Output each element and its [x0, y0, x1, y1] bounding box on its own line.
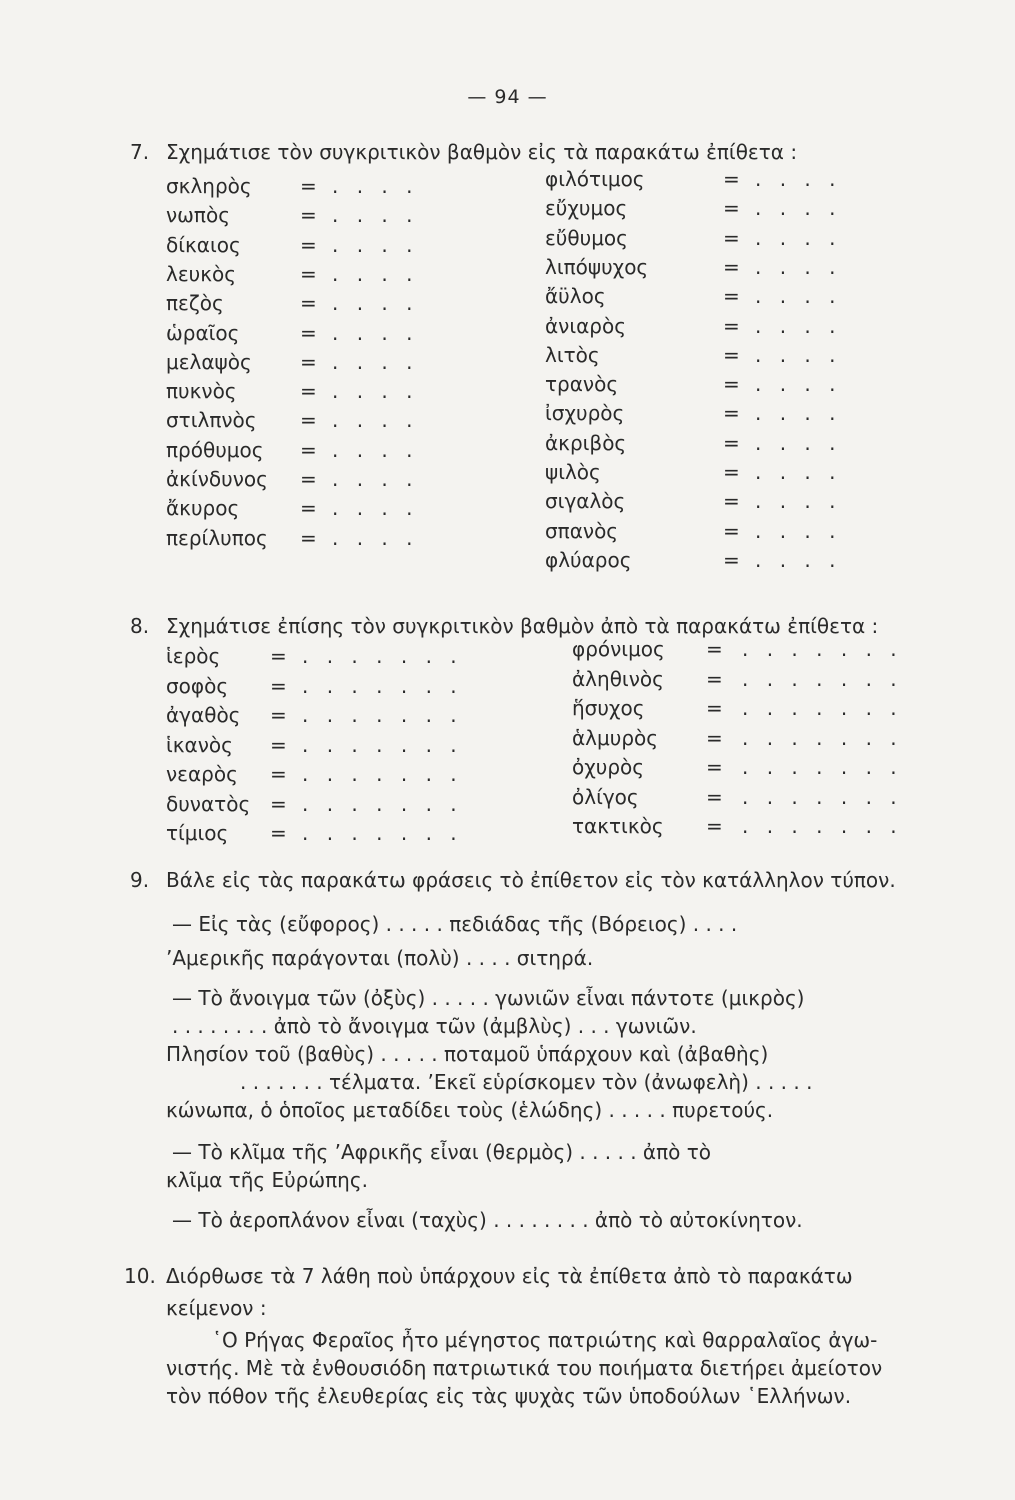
- ex8-left-adjective: ἱερὸς: [166, 644, 221, 668]
- ex8-left-adjective: δυνατὸς: [166, 791, 251, 816]
- ex8-left-equals-sign: =: [270, 791, 287, 816]
- ex7-right-equals-sign: =: [723, 313, 740, 338]
- ex7-left-equals-sign: =: [300, 437, 317, 462]
- ex8-left-adjective: ἀγαθὸς: [166, 703, 241, 727]
- ex7-right-equals-sign: =: [723, 196, 740, 221]
- ex7-right-equals-sign: =: [723, 489, 740, 514]
- ex8-left-blank-dots[interactable]: . . . . . . .: [302, 644, 463, 668]
- ex7-right-blank-dots[interactable]: . . . .: [755, 225, 842, 250]
- ex7-left-adjective: δίκαιος: [166, 232, 241, 257]
- ex7-right-blank-dots[interactable]: . . . .: [755, 196, 842, 221]
- ex7-right-adjective: ἀκριβὸς: [545, 430, 627, 455]
- ex7-left-row: [166, 436, 496, 464]
- ex7-left-equals-sign: =: [300, 349, 317, 374]
- ex8-left-equals-sign: =: [270, 732, 287, 757]
- exercise-9-number: 9.: [130, 868, 150, 892]
- exercise-9-line: — Τὸ ἄνοιγμα τῶν (ὀξὺς) . . . . . γωνιῶν εἶναι πάντοτε (μικρὸς): [172, 986, 805, 1010]
- ex8-right-blank-dots[interactable]: . . . . . . .: [742, 755, 903, 779]
- ex8-left-blank-dots[interactable]: . . . . . . .: [302, 821, 463, 845]
- ex8-left-row: [166, 731, 506, 759]
- ex7-left-row: [166, 260, 496, 288]
- ex7-right-equals-sign: =: [723, 225, 740, 250]
- ex8-left-equals-sign: =: [270, 821, 287, 845]
- ex8-left-row: [166, 642, 506, 670]
- ex7-right-adjective: φιλότιμος: [545, 167, 645, 191]
- ex7-right-blank-dots[interactable]: . . . .: [755, 401, 842, 426]
- ex8-right-row: [572, 812, 957, 840]
- ex8-left-adjective: ἱκανὸς: [166, 732, 233, 757]
- ex7-right-row: [545, 253, 955, 281]
- ex7-right-row: [545, 370, 955, 398]
- ex8-right-row: [572, 665, 957, 693]
- ex7-right-blank-dots[interactable]: . . . .: [755, 460, 842, 484]
- exercise-9-line: — Τὸ κλῖμα τῆς ’Αφρικῆς εἶναι (θερμὸς) . . . . . ἀπὸ τὸ: [172, 1140, 712, 1164]
- ex7-right-row: [545, 312, 955, 340]
- ex8-right-blank-dots[interactable]: . . . . . . .: [742, 725, 903, 750]
- ex7-left-blank-dots[interactable]: . . . .: [332, 291, 419, 316]
- ex7-left-blank-dots[interactable]: . . . .: [332, 379, 419, 404]
- ex7-right-adjective: σιγαλὸς: [545, 489, 626, 514]
- exercise-10-line: ῾Ο Ρήγας Φεραῖος ἦτο μέγηστος πατριώτης καὶ θαρραλαῖος ἀγω-: [212, 1328, 878, 1352]
- ex8-left-blank-dots[interactable]: . . . . . . .: [302, 703, 463, 727]
- ex7-left-adjective: σκληρὸς: [166, 174, 252, 198]
- ex8-right-blank-dots[interactable]: . . . . . . .: [742, 696, 903, 720]
- ex7-left-equals-sign: =: [300, 525, 317, 550]
- ex7-left-adjective: περίλυπος: [166, 525, 268, 550]
- exercise-10-title: [124, 1264, 853, 1288]
- ex7-left-blank-dots[interactable]: . . . .: [332, 232, 419, 257]
- exercise-9-line: ’Αμερικῆς παράγονται (πολὺ) . . . . σιτηρά.: [166, 946, 594, 970]
- ex7-left-adjective: πυκνὸς: [166, 379, 237, 404]
- ex7-right-adjective: ψιλὸς: [545, 460, 601, 484]
- ex7-left-adjective: πεζὸς: [166, 291, 224, 316]
- ex8-left-adjective: τίμιος: [166, 821, 229, 845]
- exercise-9-line: κλῖμα τῆς Εὐρώπης.: [166, 1168, 368, 1192]
- ex8-left-equals-sign: =: [270, 762, 287, 786]
- ex7-left-blank-dots[interactable]: . . . .: [332, 437, 419, 462]
- ex7-right-adjective: λιπόψυχος: [545, 254, 649, 279]
- ex7-left-blank-dots[interactable]: . . . .: [332, 467, 419, 491]
- exercise-10-line: κείμενον :: [166, 1296, 267, 1320]
- ex8-right-blank-dots[interactable]: . . . . . . .: [742, 814, 903, 838]
- ex8-right-equals-sign: =: [706, 696, 723, 720]
- exercise-9-title: [130, 868, 896, 892]
- ex8-left-row: [166, 672, 506, 700]
- ex7-left-blank-dots[interactable]: . . . .: [332, 349, 419, 374]
- ex7-right-adjective: ἀνιαρὸς: [545, 313, 626, 338]
- ex8-left-row: [166, 760, 506, 788]
- ex7-left-equals-sign: =: [300, 203, 317, 228]
- ex7-right-adjective: εὔθυμος: [545, 225, 628, 250]
- ex7-right-row: [545, 399, 955, 427]
- ex8-right-row: [572, 724, 957, 752]
- ex7-left-adjective: μελαψὸς: [166, 349, 252, 374]
- ex7-right-adjective: ἄϋλος: [545, 284, 606, 309]
- ex8-right-row: [572, 783, 957, 811]
- ex8-right-row: [572, 635, 957, 663]
- ex7-right-adjective: τρανὸς: [545, 372, 619, 397]
- ex8-right-adjective: φρόνιμος: [572, 637, 665, 661]
- exercise-9-line: κώνωπα, ὁ ὁποῖος μεταδίδει τοὺς (ἑλώδης) . . . . . πυρετούς.: [166, 1098, 774, 1122]
- exercise-10-line: τὸν πόθον τῆς ἐλευθερίας εἰς τὰς ψυχὰς τῶν ὑποδούλων ῾Ελλήνων.: [166, 1384, 852, 1408]
- ex8-left-blank-dots[interactable]: . . . . . . .: [302, 673, 463, 698]
- ex8-right-adjective: ἁλμυρὸς: [572, 725, 658, 750]
- ex7-left-equals-sign: =: [300, 232, 317, 257]
- ex7-right-equals-sign: =: [723, 254, 740, 279]
- ex8-left-row: [166, 790, 506, 818]
- ex7-left-equals-sign: =: [300, 261, 317, 286]
- ex7-right-equals-sign: =: [723, 372, 740, 397]
- ex7-left-equals-sign: =: [300, 174, 317, 198]
- ex8-right-equals-sign: =: [706, 666, 723, 691]
- ex8-right-adjective: ὀλίγος: [572, 784, 639, 809]
- ex7-left-row: [166, 348, 496, 376]
- exercise-9-instruction: Βάλε εἰς τὰς παρακάτω φράσεις τὸ ἐπίθετον εἰς τὸν κατάλληλον τύπον.: [166, 868, 896, 892]
- ex7-left-adjective: νωπὸς: [166, 203, 230, 228]
- ex8-right-equals-sign: =: [706, 814, 723, 838]
- ex7-right-blank-dots[interactable]: . . . .: [755, 547, 842, 572]
- ex8-right-adjective: ὀχυρὸς: [572, 755, 645, 779]
- ex7-left-adjective: ἄκυρος: [166, 496, 240, 521]
- ex7-right-row: [545, 429, 955, 457]
- ex7-left-adjective: λευκὸς: [166, 261, 236, 286]
- ex7-right-blank-dots[interactable]: . . . .: [755, 430, 842, 455]
- ex7-left-blank-dots[interactable]: . . . .: [332, 320, 419, 345]
- ex7-right-row: [545, 341, 955, 369]
- ex8-right-equals-sign: =: [706, 725, 723, 750]
- exercise-9-line: — Τὸ ἀεροπλάνον εἶναι (ταχὺς) . . . . . . . . ἀπὸ τὸ αὐτοκίνητον.: [172, 1208, 803, 1232]
- exercise-9-line: . . . . . . . . ἀπὸ τὸ ἄνοιγμα τῶν (ἀμβλὺς) . . . γωνιῶν.: [172, 1014, 697, 1038]
- exercise-10-line: νιστής. Μὲ τὰ ἐνθουσιόδη πατριωτικά του ποιήματα διετήρει ἀμείοτον: [166, 1356, 883, 1380]
- ex7-right-adjective: εὔχυμος: [545, 196, 628, 221]
- ex7-left-blank-dots[interactable]: . . . .: [332, 496, 419, 521]
- ex8-right-adjective: ἀληθινὸς: [572, 666, 664, 691]
- ex7-left-adjective: πρόθυμος: [166, 437, 264, 462]
- ex8-right-equals-sign: =: [706, 755, 723, 779]
- ex7-right-equals-sign: =: [723, 284, 740, 309]
- exercise-7-instruction: Σχημάτισε τὸν συγκριτικὸν βαθμὸν εἰς τὰ παρακάτω ἐπίθετα :: [166, 140, 798, 164]
- ex7-left-row: [166, 289, 496, 317]
- ex7-right-row: [545, 282, 955, 310]
- ex7-right-equals-sign: =: [723, 518, 740, 543]
- ex7-right-blank-dots[interactable]: . . . .: [755, 313, 842, 338]
- ex8-right-blank-dots[interactable]: . . . . . . .: [742, 637, 903, 661]
- ex7-right-row: [545, 165, 955, 193]
- exercise-9-line: — Εἰς τὰς (εὔφορος) . . . . . πεδιάδας τῆς (Βόρειος) . . . .: [172, 912, 738, 936]
- ex8-left-equals-sign: =: [270, 644, 287, 668]
- ex7-left-adjective: στιλπνὸς: [166, 408, 257, 433]
- ex7-right-blank-dots[interactable]: . . . .: [755, 342, 842, 367]
- ex7-right-adjective: λιτὸς: [545, 342, 600, 367]
- ex7-left-adjective: ἀκίνδυνος: [166, 467, 268, 491]
- ex8-right-blank-dots[interactable]: . . . . . . .: [742, 666, 903, 691]
- ex7-left-row: [166, 319, 496, 347]
- ex8-left-row: [166, 819, 506, 847]
- ex8-left-adjective: σοφὸς: [166, 673, 229, 698]
- exercise-8-instruction: Σχημάτισε ἐπίσης τὸν συγκριτικὸν βαθμὸν ἀπὸ τὰ παρακάτω ἐπίθετα :: [166, 614, 879, 638]
- ex7-left-row: [166, 172, 496, 200]
- ex7-left-row: [166, 465, 496, 493]
- ex8-right-equals-sign: =: [706, 784, 723, 809]
- ex7-left-equals-sign: =: [300, 408, 317, 433]
- ex8-left-equals-sign: =: [270, 703, 287, 727]
- ex7-right-adjective: φλύαρος: [545, 547, 632, 572]
- ex8-right-equals-sign: =: [706, 637, 723, 661]
- ex8-right-row: [572, 694, 957, 722]
- ex7-left-row: [166, 201, 496, 229]
- ex7-right-row: [545, 546, 955, 574]
- ex7-right-row: [545, 487, 955, 515]
- ex8-left-adjective: νεαρὸς: [166, 762, 238, 786]
- ex8-left-blank-dots[interactable]: . . . . . . .: [302, 791, 463, 816]
- ex7-left-row: [166, 231, 496, 259]
- ex7-right-blank-dots[interactable]: . . . .: [755, 254, 842, 279]
- exercise-9-line: Πλησίον τοῦ (βαθὺς) . . . . . ποταμοῦ ὑπάρχουν καὶ (ἀβαθὴς): [166, 1042, 769, 1066]
- ex7-right-equals-sign: =: [723, 460, 740, 484]
- ex8-left-blank-dots[interactable]: . . . . . . .: [302, 762, 463, 786]
- exercise-10-instruction: Διόρθωσε τὰ 7 λάθη ποὺ ὑπάρχουν εἰς τὰ ἐπίθετα ἀπὸ τὸ παρακάτω: [166, 1264, 853, 1288]
- ex7-right-blank-dots[interactable]: . . . .: [755, 489, 842, 514]
- ex7-right-blank-dots[interactable]: . . . .: [755, 372, 842, 397]
- exercise-7-title: [130, 140, 797, 164]
- ex7-left-blank-dots[interactable]: . . . .: [332, 203, 419, 228]
- ex7-right-adjective: σπανὸς: [545, 518, 619, 543]
- ex7-right-equals-sign: =: [723, 342, 740, 367]
- ex7-left-blank-dots[interactable]: . . . .: [332, 408, 419, 433]
- exercise-9-line: . . . . . . . τέλματα. ’Εκεῖ εὑρίσκομεν τὸν (ἀνωφελὴ) . . . . .: [240, 1070, 813, 1094]
- ex8-right-row: [572, 753, 957, 781]
- ex7-left-equals-sign: =: [300, 496, 317, 521]
- ex7-left-row: [166, 377, 496, 405]
- ex7-left-row: [166, 406, 496, 434]
- ex7-right-adjective: ἰσχυρὸς: [545, 401, 625, 426]
- page-number: — 94 —: [467, 86, 548, 108]
- ex7-right-blank-dots[interactable]: . . . .: [755, 284, 842, 309]
- ex7-right-row: [545, 194, 955, 222]
- ex7-left-equals-sign: =: [300, 320, 317, 345]
- ex7-left-equals-sign: =: [300, 379, 317, 404]
- ex7-right-row: [545, 517, 955, 545]
- ex8-left-equals-sign: =: [270, 673, 287, 698]
- ex7-left-blank-dots[interactable]: . . . .: [332, 261, 419, 286]
- exercise-10-number: 10.: [124, 1264, 156, 1288]
- exercise-8-number: 8.: [130, 614, 150, 638]
- ex8-left-row: [166, 701, 506, 729]
- ex7-right-blank-dots[interactable]: . . . .: [755, 167, 842, 191]
- ex7-right-equals-sign: =: [723, 401, 740, 426]
- exercise-7-number: 7.: [130, 140, 150, 164]
- ex7-right-row: [545, 224, 955, 252]
- ex7-left-blank-dots[interactable]: . . . .: [332, 525, 419, 550]
- ex8-right-blank-dots[interactable]: . . . . . . .: [742, 784, 903, 809]
- ex7-left-equals-sign: =: [300, 467, 317, 491]
- ex7-left-adjective: ὡραῖος: [166, 320, 240, 345]
- ex7-right-equals-sign: =: [723, 167, 740, 191]
- ex7-right-blank-dots[interactable]: . . . .: [755, 518, 842, 543]
- ex7-left-row: [166, 524, 496, 552]
- ex7-left-equals-sign: =: [300, 291, 317, 316]
- ex8-right-adjective: ἥσυχος: [572, 696, 645, 720]
- ex7-left-blank-dots[interactable]: . . . .: [332, 174, 419, 198]
- ex7-left-row: [166, 494, 496, 522]
- ex7-right-equals-sign: =: [723, 430, 740, 455]
- ex7-right-equals-sign: =: [723, 547, 740, 572]
- ex8-right-adjective: τακτικὸς: [572, 814, 664, 838]
- ex7-right-row: [545, 458, 955, 486]
- ex8-left-blank-dots[interactable]: . . . . . . .: [302, 732, 463, 757]
